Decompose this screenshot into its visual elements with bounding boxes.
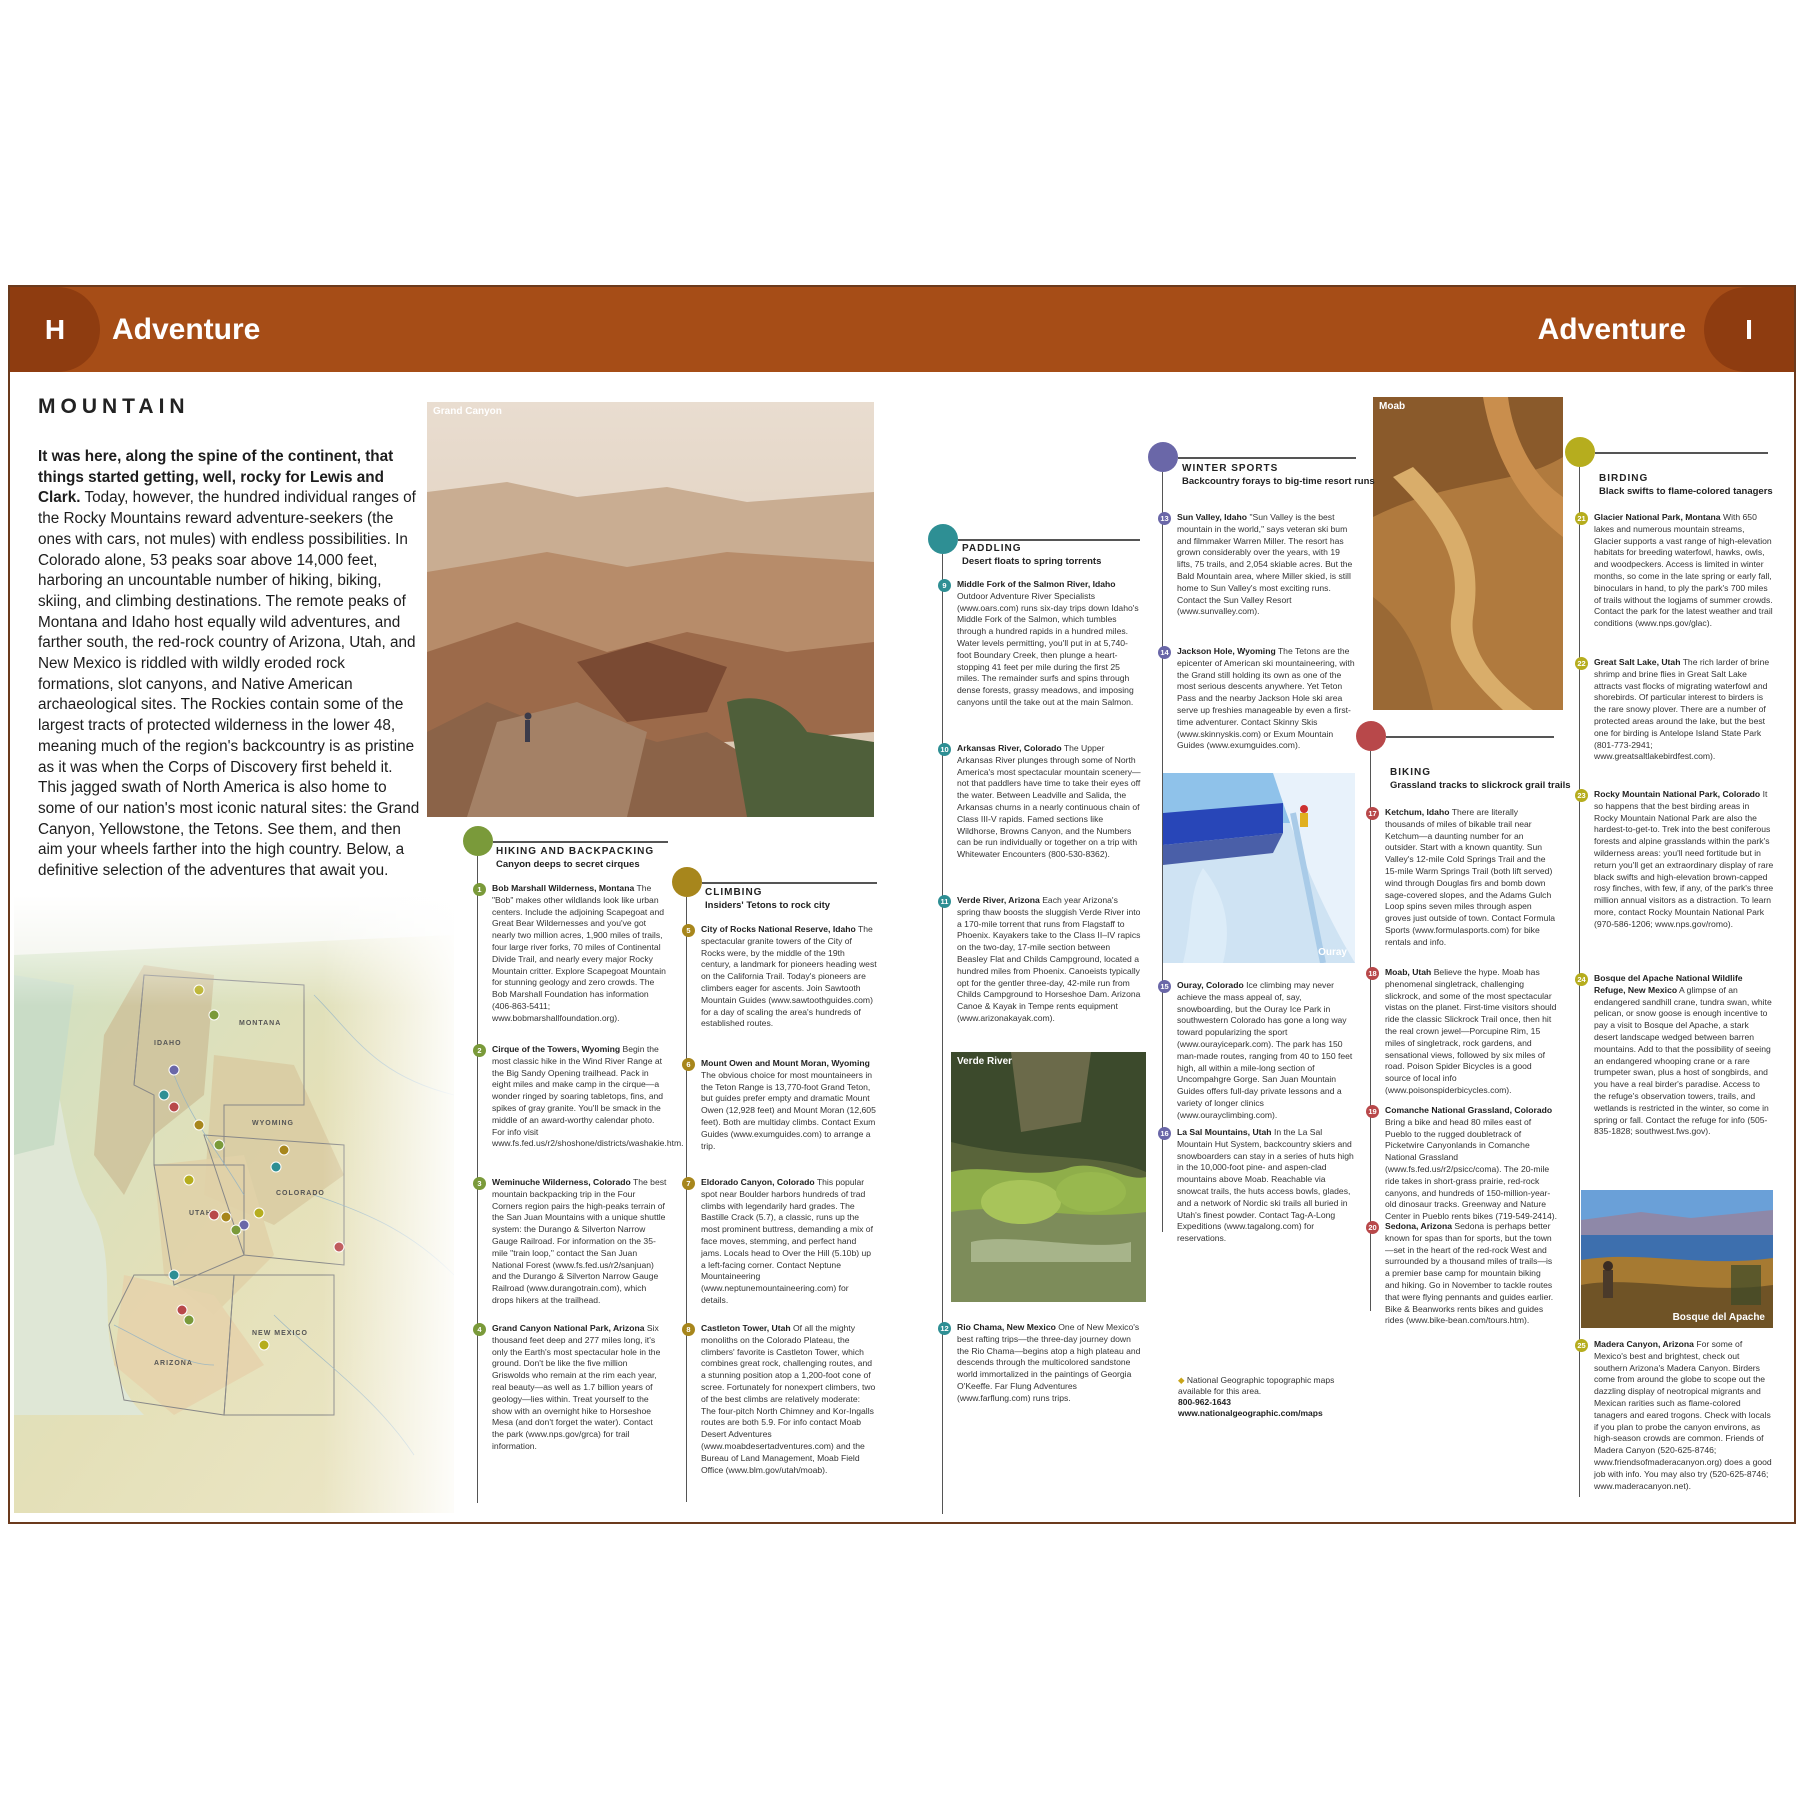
entry-name: Grand Canyon National Park, Arizona: [492, 1323, 645, 1333]
intro-lead: It was here, along the spine of the continent, that things started getting, well, rocky for Lewis and Clark.: [38, 448, 394, 507]
winter-category-icon: [1148, 442, 1178, 472]
entry-name: Moab, Utah: [1385, 967, 1432, 977]
intro-body: Today, however, the hundred individual ranges of the Rocky Mountains reward adventure-seekers (the ones with cars, not mules) with endless possibilities. In Colorado alone, 53 peaks soar above 14,000 feet, harboring an uncountable number of hiking, biking, skiing, and climbing destinations. The remote peaks of Montana and Idaho host equally wild adventures, and farther south, the red-rock country of Arizona, Utah, and New Mexico is riddled with wildly eroded rock formations, slot canyons, and Native American archaeological sites. The Rockies contain some of the largest tracts of protected wilderness in the lower 48, meaning much of the region's backcountry is as pristine as it was when the Corps of Discovery first beheld it. This jagged swath of North America is also home to some of our nation's most iconic natural sites: the Grand Canyon, Yellowstone, the Tetons. See them, and then aim your wheels farther into the high country. Below, a definitive selection of the adventures that await you.: [38, 489, 420, 880]
birding-entry-24: [1577, 973, 1774, 1138]
entry-text: Believe the hype. Moab has phenomenal singletrack, challenging slickrock, and some of the most spectacular vistas on the planet. First-time visitors should ride the classic Slickrock Trail once, then hit the real crown jewel—Porcupine Rim, 15 miles of singletrack, rock gardens, and sensational views, followed by six miles of road. Poison Spider Bicycles is a good source of local info (www.poisonspiderbicycles.com).: [1385, 967, 1557, 1095]
entry-name: Mount Owen and Mount Moran, Wyoming: [701, 1058, 870, 1068]
entry-number-3: 3: [473, 1177, 486, 1190]
biking-rule: [1386, 736, 1554, 738]
moab-image: [1373, 397, 1563, 710]
right-page-letter: I: [1704, 287, 1794, 372]
entry-number-12: 12: [938, 1322, 951, 1335]
hiking-entry-4: [477, 1323, 667, 1453]
climbing-entry-5: [686, 924, 877, 1030]
winter-tagline: Backcountry forays to big-time resort runs: [1182, 476, 1375, 487]
entry-number-5: 5: [682, 924, 695, 937]
entry-text: The best mountain backpacking trip in the Four Corners region pairs the high-peaks terrain of the San Juan Mountains with a unique shuttle system: the Durango & Silverton Narrow Gauge Railroad. For information on the 35-mile "train loop," contact the San Juan National Forest (www.fs.fed.us/r2/sanjuan) and the Durango & Silverton Narrow Gauge Railroad (www.durangotrain.com), which drops hikers at the trailhead.: [492, 1177, 667, 1305]
section-title: MOUNTAIN: [38, 395, 190, 418]
entry-number-1: 1: [473, 883, 486, 896]
entry-number-22: 22: [1575, 657, 1588, 670]
hiking-category: HIKING AND BACKPACKING: [496, 846, 655, 857]
entry-text: Outdoor Adventure River Specialists (www.oars.com) runs six-day trips down Idaho's Middle Fork of the Salmon, which tumbles through a hundred rapids in a hundred miles. Water levels permitting, you'll put in at 5,740-foot Boundary Creek, then plunge a heart-stopping 41 feet per mile during the first 25 miles. The remainder surfs and spins through dense forests, grassy meadows, and imposing canyons until the take out at the main Salmon.: [957, 590, 1139, 707]
entry-number-25: 25: [1575, 1339, 1588, 1352]
entry-number-10: 10: [938, 743, 951, 756]
birding-entry-21: [1577, 512, 1774, 630]
footnote-diamond-icon: ◆: [1178, 1375, 1185, 1385]
entry-number-13: 13: [1158, 512, 1171, 525]
entry-number-21: 21: [1575, 512, 1588, 525]
entry-name: Rocky Mountain National Park, Colorado: [1594, 789, 1761, 799]
page-header: [10, 287, 1794, 372]
ouray-image: [1163, 773, 1355, 963]
climbing-category-icon: [672, 867, 702, 897]
entry-name: Sun Valley, Idaho: [1177, 512, 1248, 522]
rocky-mountain-map: [14, 895, 454, 1513]
winter-entry-15: [1160, 980, 1357, 1122]
paddling-entry-9: [942, 579, 1141, 709]
entry-name: Glacier National Park, Montana: [1594, 512, 1721, 522]
left-page-letter: H: [10, 287, 100, 372]
moab-caption: Moab: [1379, 401, 1406, 412]
birding-entry-22: [1577, 657, 1774, 763]
biking-entry-17: [1368, 807, 1557, 949]
entry-name: Middle Fork of the Salmon River, Idaho: [957, 579, 1116, 589]
climbing-entry-8: [686, 1323, 877, 1476]
bosque-caption: Bosque del Apache: [1672, 1312, 1765, 1323]
climbing-rule: [702, 882, 877, 884]
verde-river-photo: [951, 1052, 1146, 1302]
hiking-tagline: Canyon deeps to secret cirques: [496, 859, 640, 870]
entry-number-20: 20: [1366, 1221, 1379, 1234]
birding-rule: [1595, 452, 1768, 454]
entry-text: It so happens that the best birding areas in Rocky Mountain National Park are also the hardest-to-get-to. Trek into the best coniferous forests and alpine grasslands within the park's wilderness areas: you'll need fortitude but in return you'll get an extraordinary display of rare black swifts and high-elevation brown-capped rosy finches, with few, if any, of the park's three million annual visitors as a distraction. To learn more, contact Rocky Mountain National Park (970-586-1206; www.nps.gov/romo).: [1594, 789, 1774, 929]
grand-canyon-photo: [427, 402, 874, 817]
entry-number-4: 4: [473, 1323, 486, 1336]
entry-name: Jackson Hole, Wyoming: [1177, 646, 1276, 656]
grand-canyon-caption: Grand Canyon: [433, 406, 502, 417]
winter-entry-14: [1160, 646, 1357, 752]
birding-category: BIRDING: [1599, 473, 1649, 484]
entry-name: Sedona, Arizona: [1385, 1221, 1453, 1231]
entry-name: Cirque of the Towers, Wyoming: [492, 1044, 621, 1054]
footnote-phone: 800-962-1643: [1178, 1397, 1231, 1407]
map-footnote: [1178, 1375, 1353, 1419]
paddling-vrule: [942, 554, 943, 1514]
biking-entry-20: [1368, 1221, 1557, 1327]
climbing-entry-6: [686, 1058, 877, 1152]
moab-photo: [1373, 397, 1563, 710]
entry-number-15: 15: [1158, 980, 1171, 993]
entry-text: There are literally thousands of miles of bikable trail near Ketchum—a daunting number for an outsider. Start with a known quantity. Sun Valley's 12-mile Cold Springs Trail and the 15-mile Warm Springs Trail (both lift served) wind through Douglas firs and bomb down sage-covered slopes, and the Adams Gulch Loop spins seven miles through aspen groves just outside of town. Contact Formula Sports (www.formulasports.com) for bike rentals and info.: [1385, 807, 1556, 947]
entry-number-9: 9: [938, 579, 951, 592]
birding-entry-25: [1577, 1339, 1774, 1492]
hiking-entry-1: [477, 883, 667, 1025]
entry-number-14: 14: [1158, 646, 1171, 659]
grand-canyon-image: [427, 402, 874, 817]
entry-text: The Tetons are the epicenter of American ski mountaineering, with the Grand still holding its own as one of the most serious descents anywhere. Yet Teton Pass and the nearby Jackson Hole ski area serve up freshies manageable by even a first-time adventurer. Contact Skinny Skis (www.skinnyskis.com) or Exum Mountain Guides (www.exumguides.com).: [1177, 646, 1355, 751]
entry-name: Arkansas River, Colorado: [957, 743, 1062, 753]
entry-name: Rio Chama, New Mexico: [957, 1322, 1056, 1332]
ouray-caption: Ouray: [1318, 947, 1347, 958]
entry-text: The spectacular granite towers of the City of Rocks were, by the middle of the 19th century, a landmark for pioneers heading west on the California Trail. Today's pioneers are climbers eager for ascents. Join Sawtooth Mountain Guides (www.sawtoothguides.com) for a day of scaling the area's hundreds of established routes.: [701, 924, 877, 1029]
entry-text: Bring a bike and head 80 miles east of Pueblo to the rugged doubletrack of Picketwire Canyonlands in Comanche National Grassland (www.fs.fed.us/r2/psicc/coma). The 20-mile ride takes in short-grass prairie, red-rock canyons, and hundreds of 150-million-year-old dinosaur tracks. Greenway and Nature Center in Pueblo rents bikes (719-549-2414).: [1385, 1116, 1557, 1222]
entry-text: The obvious choice for most mountaineers in the Teton Range is 13,770-foot Grand Teton, but guides prefer empty and dramatic Mount Owen (12,928 feet) and Mount Moran (12,605 feet). Both are multiday climbs. Contact Exum Guides (www.exumguides.com) to arrange a trip.: [701, 1069, 876, 1151]
biking-tagline: Grassland tracks to slickrock grail trails: [1390, 780, 1571, 791]
entry-name: Castleton Tower, Utah: [701, 1323, 791, 1333]
verde-river-caption: Verde River: [957, 1056, 1013, 1067]
entry-text: Sedona is perhaps better known for spas than for sports, but the town—set in the heart of the red-rock West and surrounded by a thousand miles of trails—is a premier base camp for mountain biking and hiking. Go in November to tackle routes that were flying pennants and guides earlier. Bike & Beanworks rents bikes and guides rides (www.bike-bean.com/tours.htm).: [1385, 1221, 1554, 1326]
entry-number-19: 19: [1366, 1105, 1379, 1118]
hiking-entry-2: [477, 1044, 684, 1150]
entry-name: Ketchum, Idaho: [1385, 807, 1450, 817]
bosque-photo: [1581, 1190, 1773, 1328]
entry-text: "Sun Valley is the best mountain in the world," says veteran ski bum and filmmaker Warren Miller. The resort has grown considerably over the years, with 19 lifts, 75 trails, and 2,054 skiable acres. But the Bald Mountain area, where Miller skied, is still home to Sun Valley's most exciting runs. Contact the Sun Valley Resort (www.sunvalley.com).: [1177, 512, 1353, 617]
climbing-entry-7: [686, 1177, 877, 1307]
entry-number-24: 24: [1575, 973, 1588, 986]
entry-text: Ice climbing may never achieve the mass appeal of, say, snowboarding, but the Ouray Ice Park in southwestern Colorado has gone a long way toward popularizing the sport (www.ourayicepark.com). The park has 150 man-made routes, ranging from 40 to 150 feet high, all within a mile-long section of Uncompahgre Gorge. San Juan Mountain Guides offers full-day private lessons and a variety of longer clinics (www.ourayclimbing.com).: [1177, 980, 1353, 1120]
entry-text: Begin the most classic hike in the Wind River Range at the Big Sandy Opening trailhead. Pack in eight miles and make camp in the cirque—a wonder ringed by soaring tabletops, fins, and spikes of gray granite. You'll be smack in the middle of an award-worthy calendar photo. For info visit www.fs.fed.us/r2/shoshone/districts/washakie.htm.: [492, 1044, 684, 1149]
entry-name: Weminuche Wilderness, Colorado: [492, 1177, 631, 1187]
entry-number-23: 23: [1575, 789, 1588, 802]
entry-text: One of New Mexico's best rafting trips—the three-day journey down the Rio Chama—begins atop a high plateau and descends through the multicolored sandstone world immortalized in the paintings of Georgia O'Keeffe. Far Flung Adventures (www.farflung.com) runs trips.: [957, 1322, 1141, 1403]
hiking-rule: [493, 841, 668, 843]
winter-rule: [1178, 457, 1356, 459]
entry-text: This popular spot near Boulder harbors hundreds of trad climbs with legendarily hard grades. The Bastille Crack (5.7), a classic, runs up the most prominent buttress, demanding a mix of face moves, stemming, and perfect hand jams. Locals head to Over the Hill (5.10b) up a left-facing corner. Contact Neptune Mountaineering (www.neptunemountaineering.com) for details.: [701, 1177, 873, 1305]
biking-entry-18: [1368, 967, 1557, 1097]
entry-name: Bosque del Apache National Wildlife Refuge, New Mexico: [1594, 973, 1743, 995]
biking-category: BIKING: [1390, 767, 1431, 778]
entry-text: Of all the mighty monoliths on the Colorado Plateau, the climbers' favorite is Castleton Tower, which combines great rock, challenging routes, and a stunning position atop a 1,200-foot cone of scree. Fortunately for nonexpert climbers, two of the best climbs are relatively moderate: The four-pitch North Chimney and Kor-Ingalls routes are both 5.9. For info contact Moab Desert Adventures (www.moabdesertadventures.com) and the Bureau of Land Management, Moab Field Office (www.blm.gov/utah/moab).: [701, 1323, 876, 1475]
magazine-spread: [8, 285, 1796, 1524]
intro-paragraph: [38, 447, 423, 882]
entry-number-6: 6: [682, 1058, 695, 1071]
entry-text: The rich larder of brine shrimp and brine flies in Great Salt Lake attracts vast flocks of migrating waterfowl and shorebirds. Of particular interest to birders is the rare snowy plover. There are a number of protected areas around the lake, but the best one for birding is Antelope Island State Park (801-773-2941; www.greatsaltlakebirdfest.com).: [1594, 657, 1770, 762]
entry-number-18: 18: [1366, 967, 1379, 980]
paddling-category: PADDLING: [962, 543, 1022, 554]
ouray-photo: [1163, 773, 1355, 963]
entry-name: City of Rocks National Reserve, Idaho: [701, 924, 856, 934]
entry-number-16: 16: [1158, 1127, 1171, 1140]
entry-text: The "Bob" makes other wildlands look like urban centers. Include the adjoining Scapegoat and Great Bear Wildernesses and you've got nearly two million acres, 1,900 miles of trails, four large river forks, 70 miles of Continental Divide Trail, and nearly every major Rocky Mountain critter. Explore Scapegoat Mountain for stunning geology and zero crowds. The Bob Marshall Foundation has information (406-863-5411; www.bobmarshallfoundation.org).: [492, 883, 666, 1023]
birding-tagline: Black swifts to flame-colored tanagers: [1599, 486, 1773, 497]
entry-name: Ouray, Colorado: [1177, 980, 1244, 990]
footnote-url[interactable]: www.nationalgeographic.com/maps: [1178, 1408, 1323, 1418]
biking-category-icon: [1356, 721, 1386, 751]
entry-text: With 650 lakes and numerous mountain streams, Glacier supports a vast range of high-elevation habitats for breeding waterfowl, hawks, owls, and woodpeckers. Access is limited in winter months, so come in the late spring or early fall, binoculars in hand, to ply the park's 700 miles of trails without the logjams of summer crowds. Contact the park for the latest weather and trail conditions (www.nps.gov/glac).: [1594, 512, 1773, 629]
entry-text: A glimpse of an endangered sandhill crane, tundra swan, white pelican, or snow goose is enough incentive to pay a visit to Bosque del Apache, a stark desert landscape wedged between barren mountains. Add to that the possibility of seeing an endangered whooping crane or a rare trumpeter swan, plus a host of songbirds, and you have a real birder's paradise. Access to the refuge's observation towers, trails, and wetlands is restricted in the winter, so come in spring or fall. Contact the refuge for info (505-835-1828; southwest.fws.gov).: [1594, 984, 1772, 1137]
entry-text: Each year Arizona's spring thaw boosts the sluggish Verde River into a 170-mile torrent that runs from Flagstaff to Phoenix. Kayakers take to the Class II–IV rapics on the two-day, 17-mile section between Beasley Flat and Childs Campground, located a hundred miles from Phoenix. Canoeists typically opt for the gentler three-day, 42-mile run from Childs Campground to Horseshoe Dam. Arizona Canoe & Kayak in Tempe rents equipment (www.arizonakayak.com).: [957, 895, 1141, 1023]
bosque-image: [1581, 1190, 1773, 1328]
left-page-title: Adventure: [112, 313, 261, 346]
entry-number-17: 17: [1366, 807, 1379, 820]
entry-name: Verde River, Arizona: [957, 895, 1040, 905]
entry-text: Six thousand feet deep and 277 miles long, it's only the Earth's most spectacular hole in the ground. Don't be like the five million Griswolds who remain at the rim each year, real beauty—as well as 1.7 billion years of geology—lies within. Treat yourself to the show with an overnight hike to Horseshoe Mesa (and don't forget the water). Contact the park (www.nps.gov/grca) for trail information.: [492, 1323, 661, 1451]
paddling-tagline: Desert floats to spring torrents: [962, 556, 1102, 567]
entry-name: Eldorado Canyon, Colorado: [701, 1177, 815, 1187]
verde-river-image: [951, 1052, 1146, 1302]
right-page-title: Adventure: [1537, 313, 1686, 346]
winter-category: WINTER SPORTS: [1182, 463, 1279, 474]
entry-name: Madera Canyon, Arizona: [1594, 1339, 1694, 1349]
climbing-category: CLIMBING: [705, 887, 763, 898]
birding-category-icon: [1565, 437, 1595, 467]
birding-entry-23: [1577, 789, 1774, 931]
entry-number-7: 7: [682, 1177, 695, 1190]
hiking-entry-3: [477, 1177, 667, 1307]
paddling-entry-10: [940, 743, 1141, 861]
entry-number-11: 11: [938, 895, 951, 908]
paddling-entry-11: [940, 895, 1141, 1025]
climbing-vrule: [686, 897, 687, 1502]
hiking-category-icon: [463, 826, 493, 856]
entry-text: In the La Sal Mountain Hut System, backcountry skiers and snowboarders can stay in a series of huts high in the 10,000-foot pine- and aspen-clad mountains above Moab. Reachable via snowcat trails, the huts access bowls, glades, and a network of Nordic ski trails all buried in Utah's finest powder. Contact Tag-A-Long Expeditions (www.tagalong.com) for reservations.: [1177, 1127, 1354, 1244]
biking-entry-19: [1368, 1105, 1557, 1223]
winter-entry-16: [1160, 1127, 1357, 1245]
entry-name: Comanche National Grassland, Colorado: [1385, 1105, 1553, 1115]
entry-text: The Upper Arkansas River plunges through some of North America's most spectacular mountain scenery—not that paddlers have time to take their eyes off the water. Between Leadville and Salida, the Arkansas churns in a nearly continuous chain of Class III-V rapids. Famed sections like Wildhorse, Browns Canyon, and the Numbers can be run individually or together on a trip with Whitewater Encounters (800-530-8362).: [957, 743, 1141, 860]
entry-name: Great Salt Lake, Utah: [1594, 657, 1681, 667]
winter-vrule: [1162, 472, 1163, 1232]
entry-number-8: 8: [682, 1323, 695, 1336]
climbing-tagline: Insiders' Tetons to rock city: [705, 900, 831, 911]
entry-name: Bob Marshall Wilderness, Montana: [492, 883, 635, 893]
footnote-text: National Geographic topographic maps available for this area.: [1178, 1375, 1335, 1396]
entry-name: La Sal Mountains, Utah: [1177, 1127, 1272, 1137]
paddling-entry-12: [940, 1322, 1141, 1405]
winter-entry-13: [1160, 512, 1357, 618]
paddling-rule: [958, 539, 1140, 541]
entry-number-2: 2: [473, 1044, 486, 1057]
paddling-category-icon: [928, 524, 958, 554]
entry-text: For some of Mexico's best and brightest, check out southern Arizona's Madera Canyon. Birders come from around the globe to scope out the dazzling display of neotropical migrants and Mexican rarities such as flame-colored tanagers and eared trogons. Check with locals if you plan to probe the canyon environs, as high-season crowds are common. Friends of Madera Canyon (520-625-8746; www.friendsofmaderacanyon.org) does a good job with info. You may also try (520-625-8746; www.maderacanyon.net).: [1594, 1339, 1772, 1491]
